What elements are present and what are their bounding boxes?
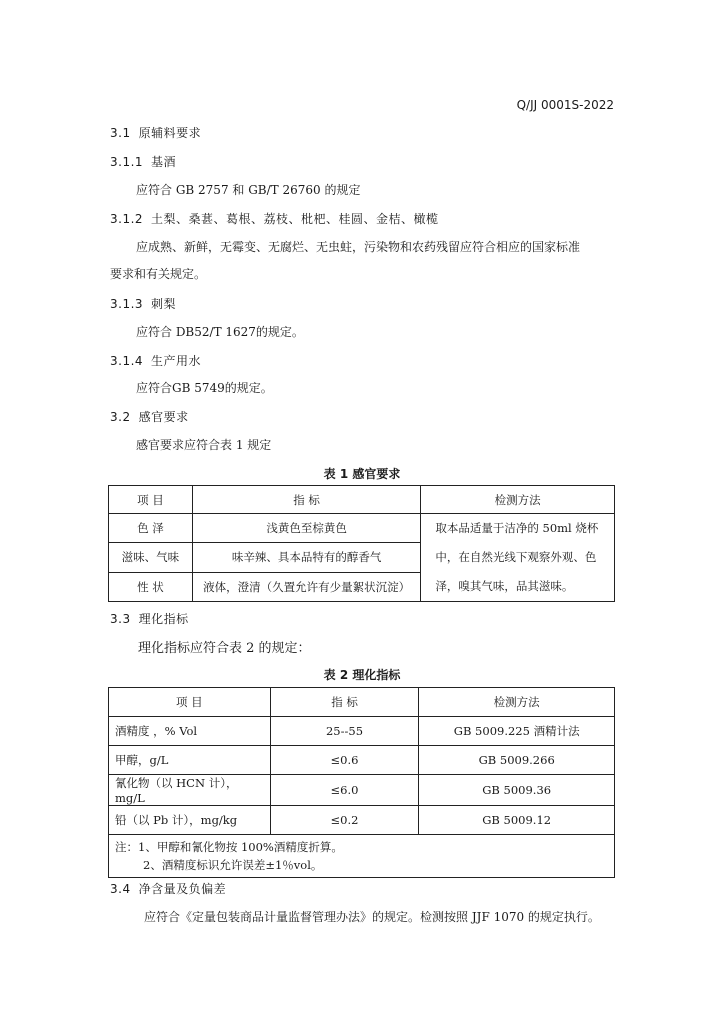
heading-title: 生产用水 — [151, 354, 202, 368]
heading-3-1-2 — [110, 210, 439, 227]
note-line-1: 注：1、甲醇和氰化物按 100%酒精度折算。 — [115, 840, 343, 854]
cell-indicator: ≤0.6 — [270, 746, 419, 775]
sensory-requirements-table — [108, 485, 615, 602]
table1-caption: 表 1 感官要求 — [323, 467, 401, 481]
cell-item: 甲醇，g/L — [109, 746, 271, 775]
header-cell-indicator: 指 标 — [192, 486, 420, 514]
cell-item: 滋味、气味 — [109, 543, 193, 572]
table-header-row — [109, 688, 615, 717]
cell-item: 铅（以 Pb 计），mg/kg — [109, 806, 271, 835]
heading-3-1 — [110, 124, 201, 141]
cell-indicator: 液体，澄清（久置允许有少量絮状沉淀） — [192, 572, 420, 601]
cell-test-method: 取本品适量于洁净的 50ml 烧杯中，在自然光线下观察外观、色泽，嗅其气味，品其滋味。 — [421, 514, 615, 602]
cell-indicator: ≤0.2 — [270, 806, 419, 835]
heading-3-1-3 — [110, 295, 176, 312]
header-cell-method: 检测方法 — [421, 486, 615, 514]
heading-number: 3.1.3 — [110, 297, 144, 311]
table2-caption: 表 2 理化指标 — [323, 668, 401, 682]
cell-item: 酒精度 ，% Vol — [109, 717, 271, 746]
heading-3-1-1 — [110, 153, 176, 170]
table-row — [109, 514, 615, 543]
heading-title: 净含量及负偏差 — [138, 882, 227, 896]
paragraph-3-1-1: 应符合 GB 2757 和 GB/T 26760 的规定 — [136, 183, 361, 197]
heading-title: 感官要求 — [138, 410, 189, 424]
cell-method: GB 5009.266 — [419, 746, 615, 775]
heading-number: 3.1 — [110, 126, 131, 140]
heading-number: 3.1.1 — [110, 155, 144, 169]
paragraph-3-2: 感官要求应符合表 1 规定 — [136, 438, 272, 452]
heading-3-4 — [110, 880, 226, 897]
heading-title: 基酒 — [151, 155, 177, 169]
paragraph-3-3: 理化指标应符合表 2 的规定： — [138, 641, 311, 656]
header-cell-method: 检测方法 — [419, 688, 615, 717]
heading-title: 刺梨 — [151, 297, 177, 311]
table-row — [109, 775, 615, 806]
heading-3-1-4 — [110, 352, 201, 369]
cell-indicator: 25--55 — [270, 717, 419, 746]
cell-method: GB 5009.225 酒精计法 — [419, 717, 615, 746]
table-row — [109, 806, 615, 835]
heading-3-3 — [110, 610, 189, 627]
header-cell-indicator: 指 标 — [270, 688, 419, 717]
table-row — [109, 746, 615, 775]
cell-indicator: ≤6.0 — [270, 775, 419, 806]
table-header-row — [109, 486, 615, 514]
cell-indicator: 浅黄色至棕黄色 — [192, 514, 420, 543]
standard-code: Q/JJ 0001S-2022 — [516, 98, 614, 112]
heading-3-2 — [110, 408, 189, 425]
paragraph-3-4: 应符合《定量包装商品计量监督管理办法》的规定。检测按照 JJF 1070 的规定执行。 — [144, 910, 600, 924]
cell-method: GB 5009.12 — [419, 806, 615, 835]
cell-item: 氰化物（以 HCN 计），mg/L — [109, 775, 271, 806]
cell-indicator: 味辛辣、具本品特有的醇香气 — [192, 543, 420, 572]
cell-method: GB 5009.36 — [419, 775, 615, 806]
cell-item: 性 状 — [109, 572, 193, 601]
header-cell-item: 项 目 — [109, 486, 193, 514]
heading-number: 3.1.2 — [110, 212, 144, 226]
physicochemical-indicators-table — [108, 687, 615, 878]
heading-title: 土梨、桑葚、葛根、荔枝、枇杷、桂圆、金桔、橄榄 — [151, 212, 439, 226]
table-note-row — [109, 835, 615, 878]
heading-number: 3.3 — [110, 612, 131, 626]
paragraph-3-1-2-line2: 要求和有关规定。 — [110, 267, 207, 281]
heading-number: 3.2 — [110, 410, 131, 424]
table-note — [109, 835, 615, 878]
cell-item: 色 泽 — [109, 514, 193, 543]
paragraph-3-1-3: 应符合 DB52/T 1627的规定。 — [136, 325, 304, 339]
paragraph-3-1-4: 应符合GB 5749的规定。 — [136, 381, 273, 395]
header-cell-item: 项 目 — [109, 688, 271, 717]
note-line-2: 2、酒精度标识允许误差±1％vol。 — [143, 858, 323, 872]
paragraph-3-1-2-line1: 应成熟、新鲜，无霉变、无腐烂、无虫蛀，污染物和农药残留应符合相应的国家标准 — [136, 240, 581, 254]
heading-title: 理化指标 — [138, 612, 189, 626]
table-row — [109, 717, 615, 746]
heading-number: 3.1.4 — [110, 354, 144, 368]
heading-title: 原辅料要求 — [138, 126, 202, 140]
heading-number: 3.4 — [110, 882, 131, 896]
